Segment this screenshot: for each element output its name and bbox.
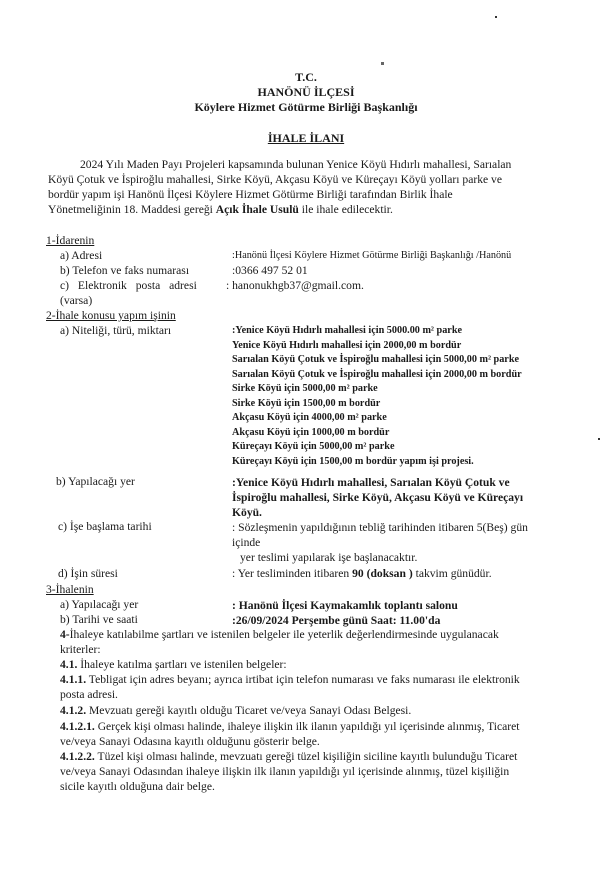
duration-prefix: : Yer tesliminden itibaren (232, 567, 350, 580)
place-line: :Yenice Köyü Hıdırlı mahallesi, Sarıalan Köyü Çotuk ve (232, 476, 510, 489)
nature-line: Akçasu Köyü için 1000,00 m bordür (232, 426, 390, 438)
nature-line: Küreçayı Köyü için 5000,00 m² parke (232, 441, 395, 452)
place-line: İspiroğlu mahallesi, Sirke Köyü, Akçasu Köyü ve Küreçayı (232, 491, 524, 504)
para-4-1-2-2-text: Tüzel kişi olması halinde, mevzuatı gereği tüzel kişiliğin siciline kayıtlı bulunduğu Ticaret (97, 750, 518, 763)
start-date-line-2: içinde (232, 536, 261, 549)
para-4-1-2-1-number: 4.1.2.1. (60, 720, 95, 733)
address-label: a) Adresi (60, 249, 103, 262)
para-4-1-1-cont: posta adresi. (60, 688, 118, 701)
email-label-2: (varsa) (60, 294, 93, 307)
intro-line-3: bordür yapım işi Hanönü İlçesi Köylere Hizmet Götürme Birliği tarafından Birlik İhale (48, 188, 453, 201)
address-value: :Hanönü İlçesi Köylere Hizmet Götürme Birliği Başkanlığı /Hanönü (232, 250, 512, 261)
header-district: HANÖNÜ İLÇESİ (257, 85, 355, 99)
datetime-value: :26/09/2024 Perşembe günü Saat: 11.00'da (232, 614, 441, 627)
section-4-line-1 (60, 627, 499, 642)
nature-line: Sirke Köyü için 1500,00 m bordür (232, 397, 381, 409)
duration-label: d) İşin süresi (58, 567, 118, 580)
para-4-1-2-1-text: Gerçek kişi olması halinde, ihaleye ilişkin ilk ilanın yapıldığı yıl içerisinde alınmış, Ticaret (97, 720, 520, 733)
nature-line: :Yenice Köyü Hıdırlı mahallesi için 5000.00 m² parke (232, 325, 463, 336)
section-1-heading: 1-İdarenin (46, 234, 95, 247)
scan-speck (381, 62, 384, 65)
section-4-line-2: kriterler: (60, 643, 101, 656)
para-4-1 (60, 657, 287, 672)
para-4-1-2-2-number: 4.1.2.2. (60, 750, 95, 763)
para-4-1-1 (60, 672, 520, 687)
email-value: : hanonukhgb37@gmail.com. (226, 279, 364, 292)
nature-line: Sirke Köyü için 5000,00 m² parke (232, 383, 378, 394)
para-4-1-2-1 (60, 719, 520, 734)
document-title: İHALE İLANI (267, 131, 345, 145)
para-4-1-2 (60, 703, 411, 718)
section-3-heading: 3-İhalenin (46, 583, 94, 596)
scan-speck (495, 16, 497, 18)
para-4-1-2-number: 4.1.2. (60, 704, 87, 717)
nature-line: Küreçayı Köyü için 1500,00 m bordür yapım işi projesi. (232, 455, 474, 467)
scan-speck (598, 438, 600, 440)
intro-line-1: 2024 Yılı Maden Payı Projeleri kapsamında bulunan Yenice Köyü Hıdırlı mahallesi, Sarıalan (80, 158, 512, 171)
phone-label: b) Telefon ve faks numarası (60, 264, 190, 277)
start-date-label: c) İşe başlama tarihi (58, 520, 152, 533)
para-4-1-2-1-cont: ve/veya Sanayi Odasına kayıtlı olduğunu gösterir belge. (60, 735, 320, 748)
para-4-1-2-2-cont-1: ve/veya Sanayi Odasından ihaleye ilişkin ilk ilanın yapıldığı yıl içerisinde alınmış, tüzel kişiliğin (60, 765, 510, 778)
para-4-1-number: 4.1. (60, 658, 78, 671)
para-4-1-2-text: Mevzuatı gereği kayıtlı olduğu Ticaret ve/veya Sanayi Odası Belgesi. (89, 704, 412, 717)
intro-line-4 (48, 202, 393, 217)
para-4-1-1-text: Tebligat için adres beyanı; ayrıca irtibat için telefon numarası ve faks numarası ile elektronik (88, 673, 520, 686)
section-4-number: 4- (60, 628, 70, 641)
para-4-1-text: İhaleye katılma şartları ve istenilen belgeler: (80, 658, 287, 671)
nature-line: Akçasu Köyü için 4000,00 m² parke (232, 412, 387, 423)
email-label: c) Elektronik posta adresi (60, 279, 197, 292)
nature-label: a) Niteliği, türü, miktarı (60, 324, 172, 337)
datetime-label: b) Tarihi ve saati (60, 613, 138, 626)
start-date-line-3: yer teslimi yapılarak işe başlanacaktır. (240, 551, 418, 564)
intro-line-4-suffix: ile ihale edilecektir. (301, 203, 393, 216)
place-label: b) Yapılacağı yer (56, 475, 135, 488)
intro-procedure: Açık İhale Usulü (215, 203, 299, 216)
nature-line: Yenice Köyü Hıdırlı mahallesi için 2000,00 m bordür (232, 339, 462, 351)
duration-value (232, 566, 492, 581)
place-line: Köyü. (232, 506, 262, 519)
section-2-heading: 2-İhale konusu yapım işinin (46, 309, 176, 322)
intro-line-4-prefix: Yönetmeliğinin 18. Maddesi gereği (48, 203, 213, 216)
section-4-text: İhaleye katılabilme şartları ve istenilen belgeler ile yeterlik değerlendirmesinde uygulanacak (69, 628, 499, 641)
nature-line: Sarıalan Köyü Çotuk ve İspiroğlu mahallesi için 2000,00 m bordür (232, 368, 522, 380)
header-union: Köylere Hizmet Götürme Birliği Başkanlığı (194, 100, 418, 114)
intro-line-2: Köyü Çotuk ve İspiroğlu mahallesi, Sirke Köyü, Akçasu Köyü ve Küreçayı Köyü yolları parke ve (48, 173, 502, 186)
venue-value: : Hanönü İlçesi Kaymakamlık toplantı salonu (232, 599, 458, 612)
para-4-1-1-number: 4.1.1. (60, 673, 87, 686)
para-4-1-2-2 (60, 749, 517, 764)
header-tc: T.C. (295, 70, 317, 84)
venue-label: a) Yapılacağı yer (60, 598, 139, 611)
start-date-line-1: : Sözleşmenin yapıldığının tebliğ tarihinden itibaren 5(Beş) gün (232, 521, 528, 534)
para-4-1-2-2-cont-2: sicile kayıtlı olduğuna dair belge. (60, 780, 215, 793)
duration-suffix: takvim günüdür. (415, 567, 492, 580)
duration-days: 90 (doksan ) (352, 567, 413, 580)
phone-value: :0366 497 52 01 (232, 264, 308, 277)
nature-line: Sarıalan Köyü Çotuk ve İspiroğlu mahallesi için 5000,00 m² parke (232, 354, 520, 365)
